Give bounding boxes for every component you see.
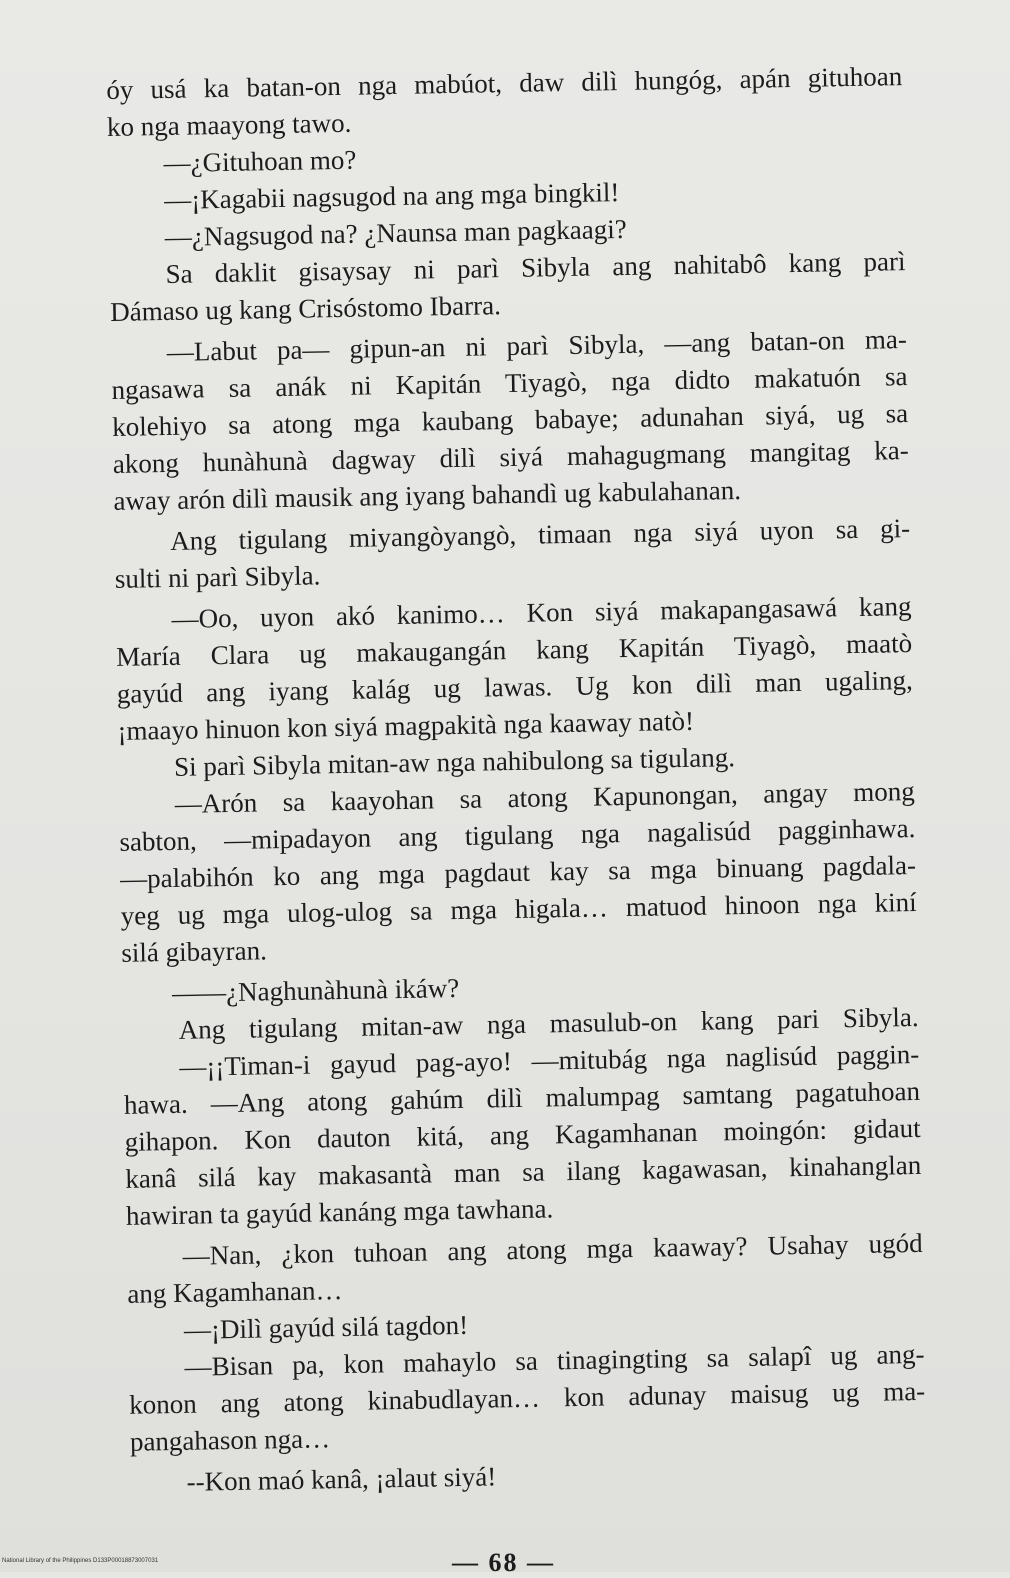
text-line: Si parì Sibyla mitan-aw nga nahibulong sa tigulang.	[173, 742, 736, 782]
text-line: —palabihón ko ang mga pagdaut kay sa mga binuang pagdala-	[119, 849, 917, 894]
library-footer-note: National Library of the Philippines D133P00018873007031	[2, 1558, 159, 1564]
text-line: konon ang atong kinabudlayan… kon adunay maisug ug ma-	[129, 1375, 926, 1420]
text-line: —¡Dilì gayúd silá tagdon!	[183, 1309, 469, 1345]
text-line: gayúd ang iyang kalág ug lawas. Ug kon dilì man ugaling,	[116, 665, 913, 709]
text-line: ¡maayo hinuon kon siyá magpakità nga kaaway natò!	[117, 705, 695, 746]
text-line: —¿Nagsugod na? ¿Naunsa man pagkaagi?	[164, 213, 627, 252]
text-line: —Bisan pa, kon mahaylo sa tinagingting sa salapî ug ang-	[184, 1338, 925, 1382]
text-line: —¡¡Timan-i gayud pag-ayo! —mitubág nga naglisúd paggin-	[179, 1038, 920, 1082]
text-line: yeg ug mga ulog-ulog sa mga higala… matuod hinoon nga kiní	[120, 886, 917, 931]
text-line: --Kon maó kanâ, ¡alaut siyá!	[186, 1461, 497, 1497]
text-line: —Arón sa kaayohan sa atong Kapunongan, angay mong	[174, 775, 915, 819]
text-line: María Clara ug makaugangán kang Kapitán Tiyagò, maatò	[115, 628, 913, 672]
text-line: akong hunàhunà dagway dilì siyá mahagugmang mangitag ka-	[112, 435, 909, 479]
text-line: Sa daklit gisaysay ni parì Sibyla ang nahitabô kang parì	[165, 246, 906, 289]
text-line: óy usá ka batan-on nga mabúot, daw dilì hungóg, apán gituhoan	[106, 61, 903, 105]
text-line: —Nan, ¿kon tuhoan ang atong mga kaaway? Usahay ugód	[182, 1227, 923, 1271]
text-line: hawa. —Ang atong gahúm dilì malumpag samtang pagatuhoan	[123, 1075, 921, 1120]
text-line: sabton, —mipadayon ang tigulang nga nagalisúd pagginhawa.	[119, 812, 916, 857]
text-line: silá gibayran.	[121, 935, 268, 968]
text-line: —¡Kagabii nagsugod na ang mga bingkil!	[163, 177, 620, 216]
text-line: ——¿Naghunàhunà ikáw?	[171, 972, 460, 1008]
text-line: sulti ni parì Sibyla.	[114, 560, 321, 594]
text-line: pangahason nga…	[129, 1423, 331, 1457]
text-line: Dámaso ug kang Crisóstomo Ibarra.	[109, 290, 502, 327]
text-line: ngasawa sa anák ni Kapitán Tiyagò, nga didto makatuón sa	[111, 361, 908, 405]
text-line: —Oo, uyon akó kanimo… Kon siyá makapangasawá kang	[171, 591, 912, 634]
text-line: gihapon. Kon dauton kitá, ang Kagamhanan moingón: gidaut	[124, 1112, 921, 1157]
body-text	[106, 58, 927, 1502]
text-line: kolehiyo sa atong mga kaubang babaye; adunahan siyá, ug sa	[111, 398, 909, 442]
text-line: away arón dilì mausik ang iyang bahandì ug kabulahanan.	[113, 474, 742, 516]
text-line: —¿Gituhoan mo?	[163, 144, 357, 179]
page-number: — 68 —	[452, 1548, 555, 1577]
text-line: Ang tigulang miyangòyangò, timaan nga siyá uyon sa gi-	[169, 513, 911, 556]
text-line: —Labut pa— gipun-an ni parì Sibyla, —ang batan-on ma-	[166, 324, 908, 367]
text-line: hawiran ta gayúd kanáng mga tawhana.	[125, 1193, 554, 1231]
text-line: ko nga maayong tawo.	[106, 107, 352, 142]
text-line: ang Kagamhanan…	[127, 1275, 343, 1309]
text-line: Ang tigulang mitan-aw nga masulub-on kang pari Sibyla.	[178, 1001, 919, 1045]
text-line: kanâ silá kay makasantà man sa ilang kagawasan, kinahanglan	[125, 1149, 922, 1194]
